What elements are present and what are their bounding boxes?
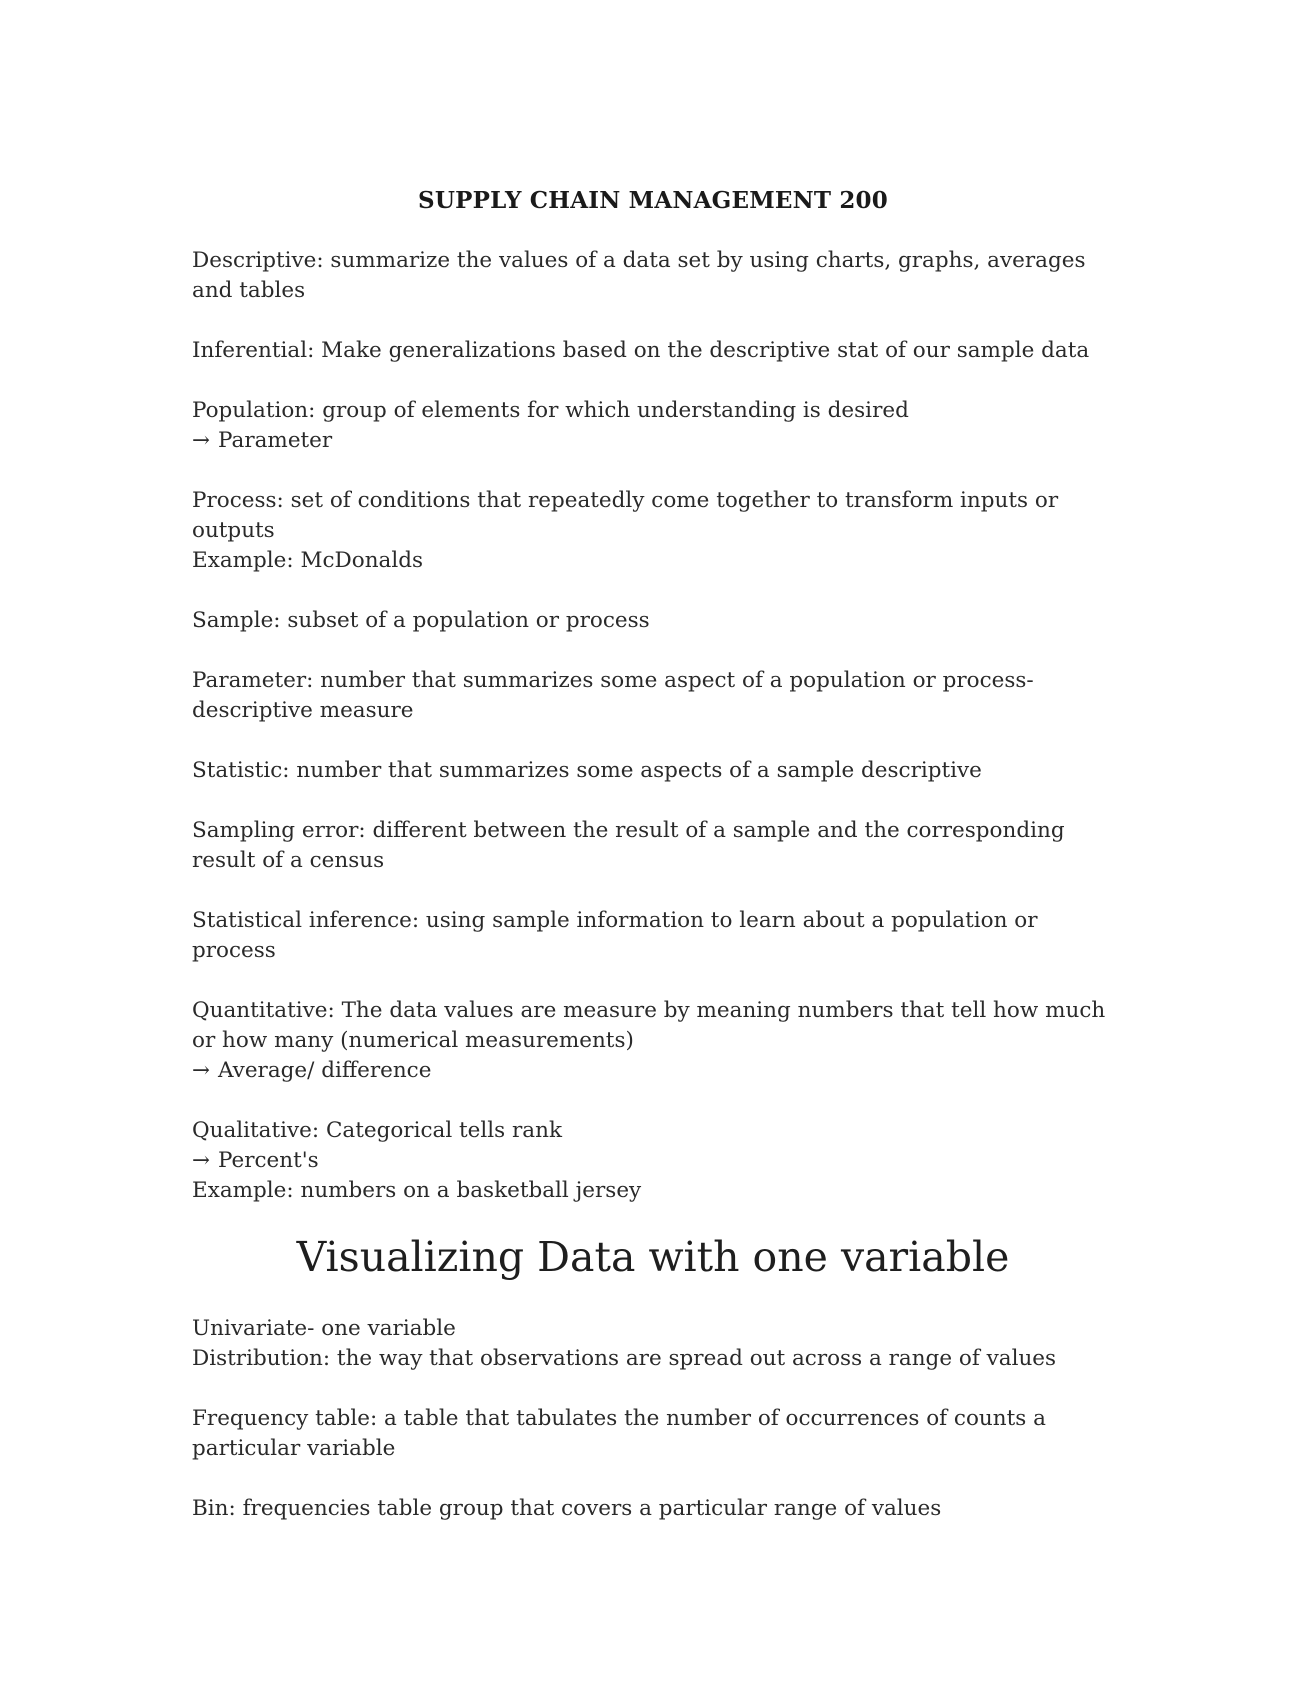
line-text: particular variable <box>192 1436 396 1461</box>
paragraph <box>192 486 1122 576</box>
section-heading: Visualizing Data with one variable <box>296 1233 1010 1281</box>
text-line <box>192 1056 1122 1086</box>
paragraph <box>192 606 1122 636</box>
arrow-right-icon: → <box>192 1058 211 1083</box>
line-text: Distribution: the way that observations are spread out across a range of values <box>192 1346 1057 1371</box>
text-line <box>192 906 1122 936</box>
line-text: Statistic: number that summarizes some aspects of a sample descriptive <box>192 758 982 783</box>
line-text: Parameter: number that summarizes some aspect of a population or process- <box>192 668 1034 693</box>
line-text: Average/ difference <box>218 1058 432 1083</box>
paragraph <box>192 666 1122 726</box>
text-line <box>192 1314 1122 1344</box>
text-line <box>192 246 1122 276</box>
line-text: Process: set of conditions that repeatedly come together to transform inputs or <box>192 488 1059 513</box>
text-line <box>192 516 1122 546</box>
text-line <box>192 816 1122 846</box>
text-line <box>192 1434 1122 1464</box>
paragraph <box>192 396 1122 456</box>
line-text: or how many (numerical measurements) <box>192 1028 634 1053</box>
paragraph <box>192 756 1122 786</box>
text-line <box>192 546 1122 576</box>
text-line <box>192 1176 1122 1206</box>
line-text: Example: McDonalds <box>192 548 424 573</box>
text-line <box>192 426 1122 456</box>
paragraph <box>192 1314 1122 1374</box>
line-text: Sampling error: different between the result of a sample and the corresponding <box>192 818 1065 843</box>
paragraph <box>192 996 1122 1086</box>
line-text: Inferential: Make generalizations based on the descriptive stat of our sample data <box>192 338 1090 363</box>
text-line <box>192 606 1122 636</box>
text-line <box>192 1026 1122 1056</box>
text-line <box>192 276 1122 306</box>
paragraph <box>192 246 1122 306</box>
section-body <box>192 1314 1122 1554</box>
line-text: Quantitative: The data values are measure by meaning numbers that tell how much <box>192 998 1106 1023</box>
arrow-right-icon: → <box>192 1148 211 1173</box>
arrow-right-icon: → <box>192 428 211 453</box>
line-text: result of a census <box>192 848 385 873</box>
line-text: Statistical inference: using sample information to learn about a population or <box>192 908 1038 933</box>
paragraph <box>192 1404 1122 1464</box>
line-text: descriptive measure <box>192 698 414 723</box>
text-line <box>192 336 1122 366</box>
line-text: Qualitative: Categorical tells rank <box>192 1118 562 1143</box>
line-text: outputs <box>192 518 275 543</box>
definitions-body <box>192 246 1122 1236</box>
paragraph <box>192 336 1122 366</box>
text-line <box>192 1404 1122 1434</box>
text-line <box>192 1494 1122 1524</box>
line-text: and tables <box>192 278 306 303</box>
text-line <box>192 1146 1122 1176</box>
line-text: Bin: frequencies table group that covers a particular range of values <box>192 1496 942 1521</box>
text-line <box>192 996 1122 1026</box>
document-title: SUPPLY CHAIN MANAGEMENT 200 <box>418 187 888 214</box>
text-line <box>192 936 1122 966</box>
text-line <box>192 846 1122 876</box>
line-text: process <box>192 938 276 963</box>
paragraph <box>192 1494 1122 1524</box>
line-text: Descriptive: summarize the values of a data set by using charts, graphs, averages <box>192 248 1086 273</box>
text-line <box>192 756 1122 786</box>
paragraph <box>192 906 1122 966</box>
text-line <box>192 396 1122 426</box>
line-text: Parameter <box>218 428 333 453</box>
paragraph <box>192 816 1122 876</box>
line-text: Sample: subset of a population or process <box>192 608 650 633</box>
line-text: Percent's <box>218 1148 319 1173</box>
line-text: Example: numbers on a basketball jersey <box>192 1178 642 1203</box>
text-line <box>192 696 1122 726</box>
text-line <box>192 1344 1122 1374</box>
line-text: Population: group of elements for which understanding is desired <box>192 398 909 423</box>
text-line <box>192 1116 1122 1146</box>
paragraph <box>192 1116 1122 1206</box>
line-text: Frequency table: a table that tabulates the number of occurrences of counts a <box>192 1406 1046 1431</box>
line-text: Univariate- one variable <box>192 1316 456 1341</box>
text-line <box>192 666 1122 696</box>
text-line <box>192 486 1122 516</box>
